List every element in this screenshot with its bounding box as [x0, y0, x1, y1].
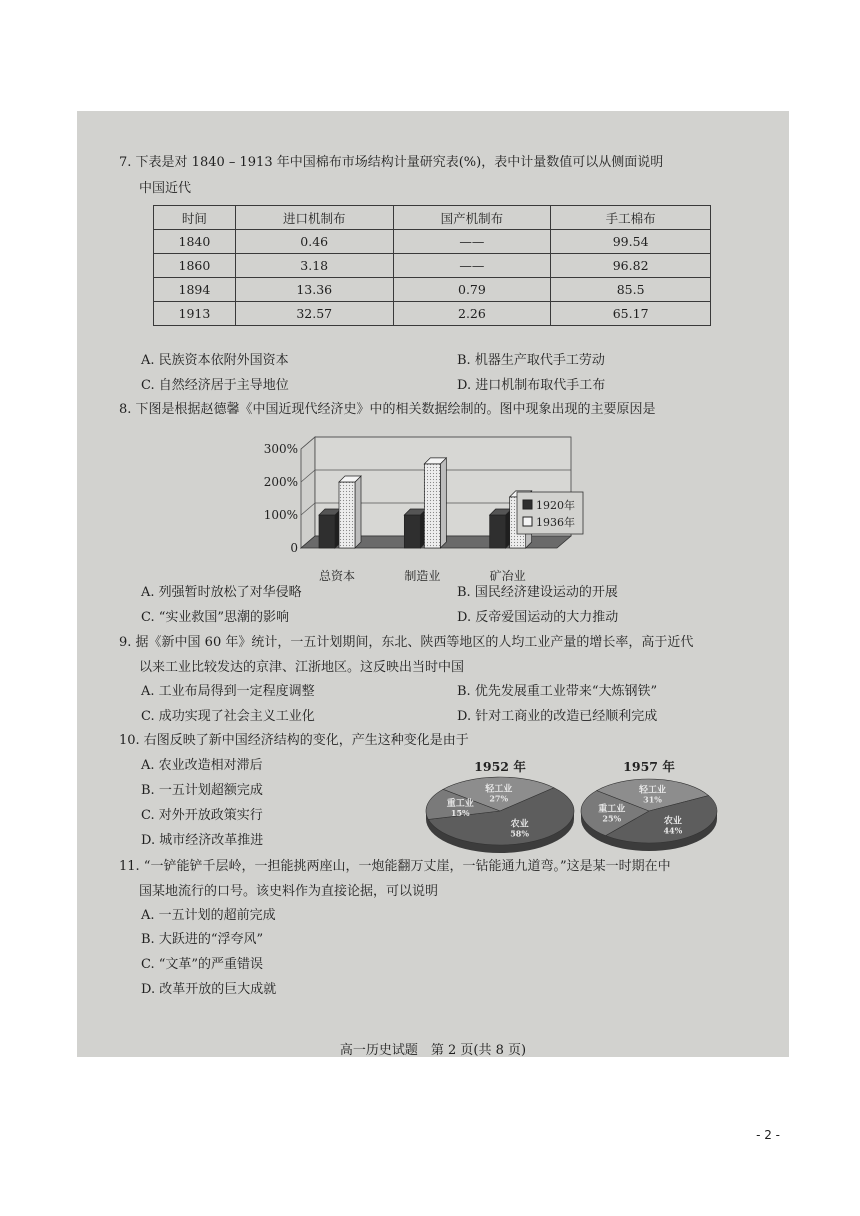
pie-slice-label: 轻工业 [639, 785, 667, 796]
q9-option-a: A. 工业布局得到一定程度调整 [141, 684, 315, 699]
x-tick-label: 制造业 [404, 569, 441, 583]
q7-stem-line2: 中国近代 [139, 181, 192, 196]
table-cell: 1894 [154, 278, 236, 302]
table-cell: 0.46 [235, 230, 393, 254]
q11-option-a: A. 一五计划的超前完成 [141, 908, 276, 923]
q9-stem-line1: 9. 据《新中国 60 年》统计，一五计划期间，东北、陕西等地区的人均工业产量的增长率，高于近代 [119, 635, 694, 650]
q10-option-c: C. 对外开放政策实行 [141, 808, 263, 823]
table-cell: 13.36 [235, 278, 393, 302]
table-cell: 1840 [154, 230, 236, 254]
pie-slice-label: 重工业 [598, 804, 626, 815]
q10-option-b: B. 一五计划超额完成 [141, 783, 263, 798]
q10-option-d: D. 城市经济改革推进 [141, 833, 264, 848]
pie-slice-label: 重工业 [446, 798, 474, 809]
q7-option-d: D. 进口机制布取代手工布 [457, 378, 606, 393]
table-row [154, 278, 711, 302]
table-cell: 32.57 [235, 302, 393, 326]
bar-1920 [319, 509, 341, 548]
table-cell: 96.82 [551, 254, 711, 278]
pie-slice-value: 31% [643, 794, 662, 805]
table-cell: 3.18 [235, 254, 393, 278]
q11-stem-line1: 11. “一铲能铲千层岭，一担能挑两座山，一炮能翻万丈崖，一钻能通九道弯。”这是某一时期在中 [119, 859, 671, 874]
q9-option-c: C. 成功实现了社会主义工业化 [141, 709, 315, 724]
q11-option-c: C. “文革”的严重错误 [141, 957, 264, 972]
y-tick-label: 0 [290, 541, 298, 555]
legend-label-1936: 1936年 [536, 516, 575, 529]
table-cell: 0.79 [393, 278, 551, 302]
q8-option-a: A. 列强暂时放松了对华侵略 [141, 585, 302, 600]
pie-slice-label: 农业 [510, 819, 529, 830]
q9-stem-line2: 以来工业比较发达的京津、江浙地区。这反映出当时中国 [139, 660, 465, 675]
q11-option-b: B. 大跃进的“浮夸风” [141, 932, 264, 947]
bar-1936 [339, 476, 361, 548]
table-header-cell: 国产机制布 [393, 206, 551, 230]
q7-stem-line1: 7. 下表是对 1840 – 1913 年中国棉布市场结构计量研究表(%)，表中计量数值可以从侧面说明 [119, 155, 664, 170]
q11-option-d: D. 改革开放的巨大成就 [141, 982, 277, 997]
bar-1920 [490, 509, 512, 548]
q8-option-c: C. “实业救国”思潮的影响 [141, 610, 290, 625]
q10-stem: 10. 右图反映了新中国经济结构的变化，产生这种变化是由于 [119, 733, 469, 748]
table-header-row [154, 206, 711, 230]
x-tick-label: 矿冶业 [489, 569, 526, 583]
pie-title: 1952 年 [474, 759, 526, 774]
q7-option-c: C. 自然经济居于主导地位 [141, 378, 289, 393]
pie-slice-value: 58% [510, 828, 529, 839]
table-cell: 1860 [154, 254, 236, 278]
table-cell: 1913 [154, 302, 236, 326]
bar-1920 [404, 509, 426, 548]
table-cell: —— [393, 230, 551, 254]
exam-footer: 高一历史试题 第 2 页(共 8 页) [339, 1043, 527, 1057]
exam-page-photo [77, 111, 789, 1057]
industry-growth-bar-chart [255, 436, 585, 584]
q9-option-b: B. 优先发展重工业带来“大炼钢铁” [457, 684, 658, 699]
pie-slice-value: 44% [663, 825, 683, 836]
bar-1936 [424, 458, 446, 548]
y-tick-label: 300% [263, 442, 298, 456]
q7-option-b: B. 机器生产取代手工劳动 [457, 353, 605, 368]
q11-stem-line2: 国某地流行的口号。该史料作为直接论据，可以说明 [139, 884, 439, 899]
table-header-cell: 手工棉布 [551, 206, 711, 230]
legend-swatch-1920 [523, 500, 532, 509]
table-cell: —— [393, 254, 551, 278]
q8-option-b: B. 国民经济建设运动的开展 [457, 585, 618, 600]
y-tick-label: 100% [263, 508, 298, 522]
table-cell: 65.17 [551, 302, 711, 326]
table-row [154, 254, 711, 278]
economy-structure-pie-1957 [577, 755, 725, 857]
q9-option-d: D. 针对工商业的改造已经顺利完成 [457, 709, 658, 724]
table-header-cell: 时间 [154, 206, 236, 230]
table-cell: 85.5 [551, 278, 711, 302]
page-number: - 2 - [756, 1128, 780, 1142]
pie-slice-value: 15% [450, 807, 470, 818]
economy-structure-pie-1952 [422, 755, 578, 857]
table-cell: 2.26 [393, 302, 551, 326]
cotton-market-table [153, 205, 711, 326]
q7-option-a: A. 民族资本依附外国资本 [141, 353, 289, 368]
table-row [154, 230, 711, 254]
table-header-cell: 进口机制布 [235, 206, 393, 230]
legend-swatch-1936 [523, 517, 532, 526]
chart-side-wall [301, 437, 315, 548]
x-tick-label: 总资本 [318, 569, 356, 583]
q10-option-a: A. 农业改造相对滞后 [141, 758, 263, 773]
pie-slice-value: 25% [602, 813, 622, 824]
pie-title: 1957 年 [623, 759, 675, 774]
pie-slice-label: 农业 [663, 816, 682, 827]
q8-stem: 8. 下图是根据赵德馨《中国近现代经济史》中的相关数据绘制的。图中现象出现的主要原因是 [119, 402, 656, 417]
table-cell: 99.54 [551, 230, 711, 254]
pie-slice-label: 轻工业 [485, 784, 513, 795]
q8-option-d: D. 反帝爱国运动的大力推动 [457, 610, 619, 625]
y-tick-label: 200% [263, 475, 298, 489]
table-row [154, 302, 711, 326]
pie-slice-value: 27% [489, 793, 509, 804]
legend-label-1920: 1920年 [536, 499, 575, 512]
